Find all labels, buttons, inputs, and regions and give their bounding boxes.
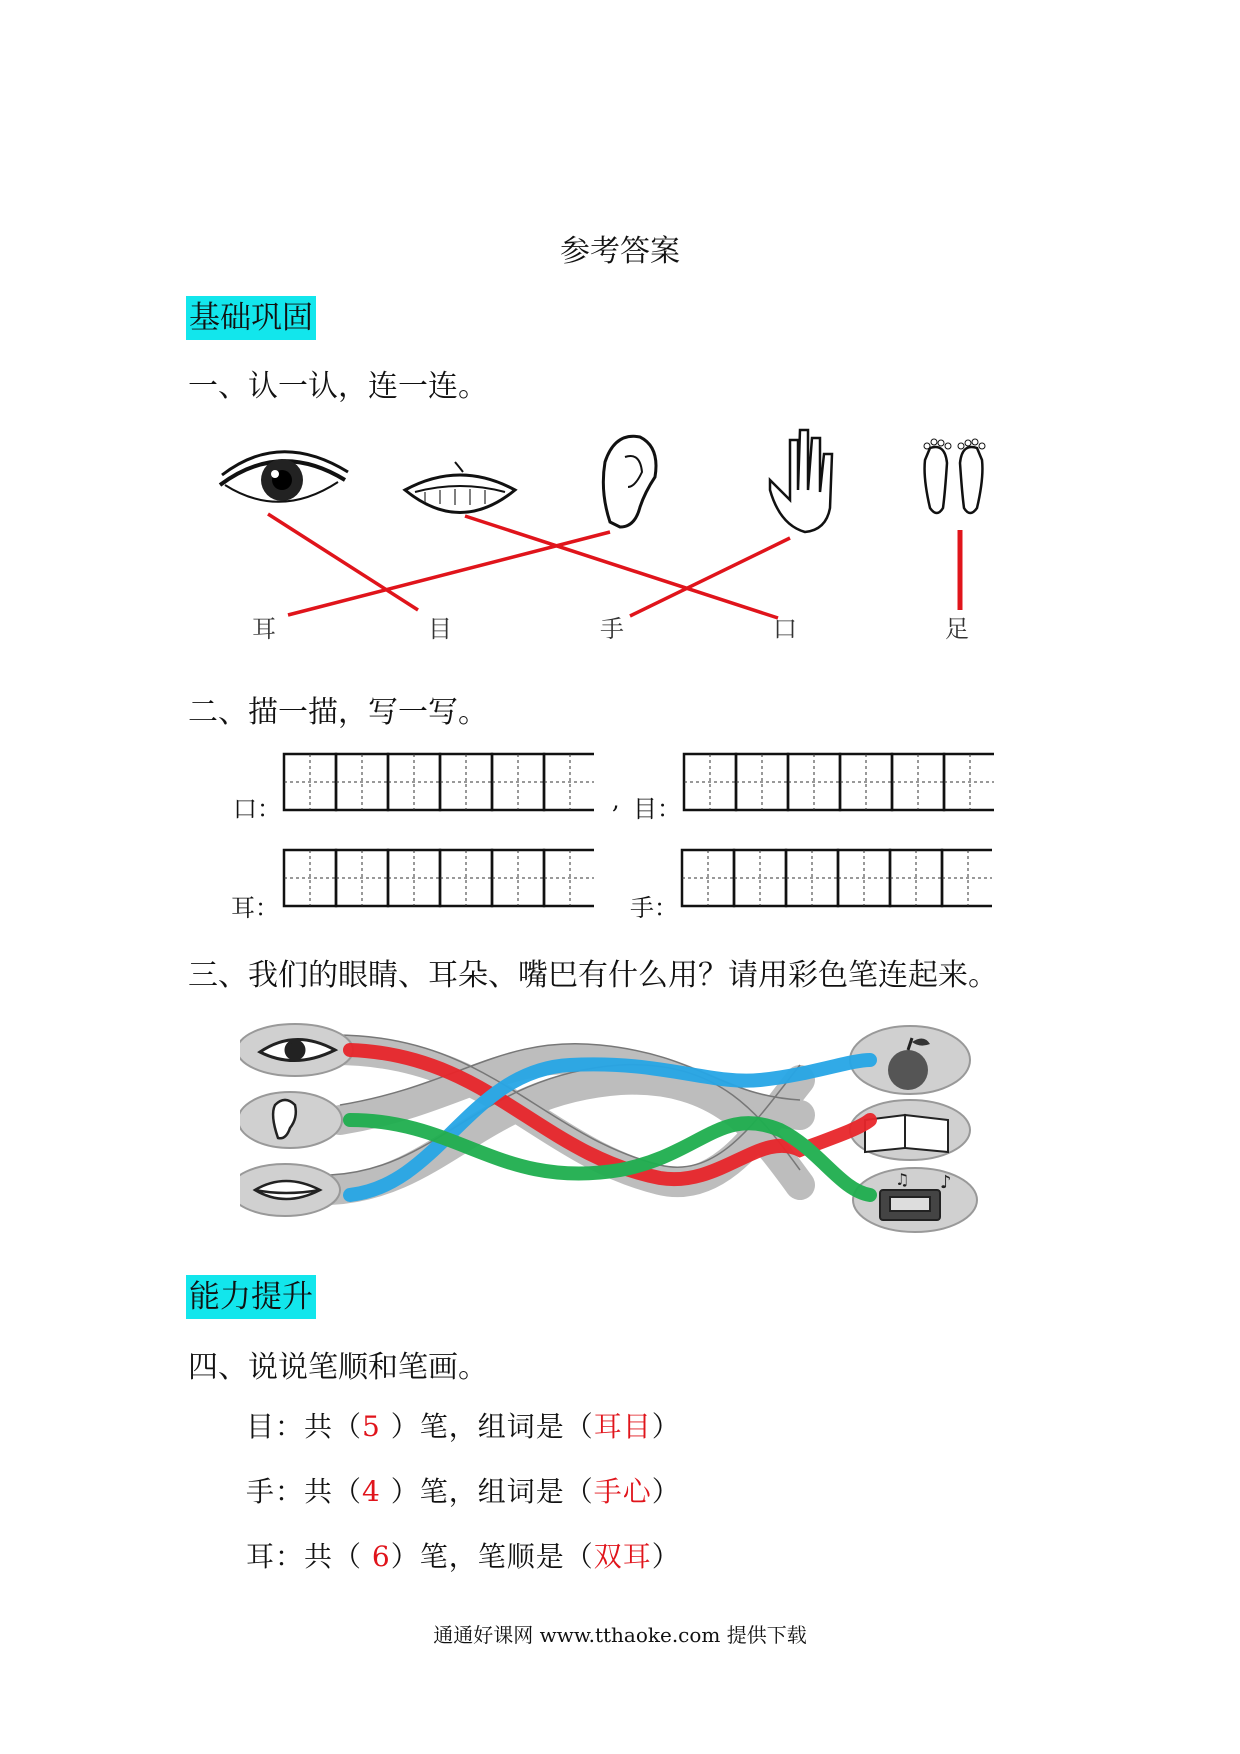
label-kou: 口 [773,615,797,643]
mouth-picture [405,462,515,513]
svg-text:♫: ♫ [895,1170,910,1189]
q4-line-mu: 目：共（5 ）笔，组词是（耳目） [246,1410,681,1443]
separator-dot: , [612,786,620,814]
line-eye-mu [268,514,418,610]
line-ear-er [288,532,610,615]
label-er: 耳 [252,615,276,643]
label-zu: 足 [945,615,969,643]
feet-picture [924,439,985,513]
q2-title: 二、描一描，写一写。 [188,695,488,730]
q1-matching-figure [200,420,1040,650]
stroke-count: 6 [371,1540,391,1573]
q4-line-shou: 手：共（4 ）笔，组词是（手心） [246,1475,681,1508]
q4-line-er: 耳：共（ 6）笔，笔顺是（双耳） [246,1540,681,1573]
label-kou-row: 口： [233,795,281,823]
label-er-row: 耳： [231,894,279,922]
footer-credit: 通通好课网 www.tthaoke.com 提供下载 [433,1623,807,1647]
ear-picture [603,436,656,527]
word-answer: 耳目 [593,1410,652,1443]
q1-answer-lines [268,514,960,618]
page-title: 参考答案 [560,234,680,269]
section-tag-advanced: 能力提升 [186,1275,316,1319]
q3-matching-figure [240,1020,990,1240]
stroke-count: 5 [362,1410,381,1443]
word-answer: 手心 [593,1475,652,1508]
svg-text:♪: ♪ [940,1172,952,1193]
writing-grid-er[interactable] [282,848,594,908]
word-answer: 双耳 [593,1540,652,1573]
label-mu-row: 目： [633,795,681,823]
label-shou: 手 [600,615,624,643]
stroke-count: 4 [362,1475,381,1508]
writing-grid-shou[interactable] [680,848,992,908]
q3-book-icon [865,1115,948,1152]
eye-picture [220,452,348,502]
q1-title: 一、认一认，连一连。 [188,369,488,404]
q4-title: 四、说说笔顺和笔画。 [188,1350,488,1385]
label-mu: 目 [428,615,452,643]
writing-grid-kou[interactable] [282,752,594,812]
writing-grid-mu[interactable] [682,752,994,812]
hand-picture [770,430,832,532]
section-tag-basic: 基础巩固 [186,296,316,340]
label-shou-row: 手： [630,894,678,922]
q3-title: 三、我们的眼睛、耳朵、嘴巴有什么用？请用彩色笔连起来。 [188,958,998,993]
